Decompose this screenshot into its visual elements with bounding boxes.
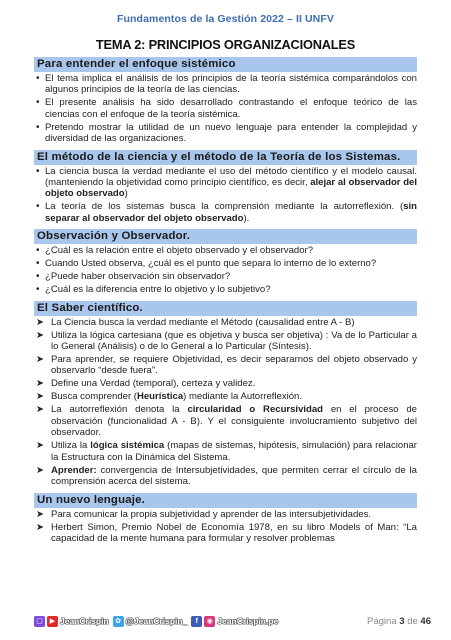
instagram-icon: ◉ (204, 616, 215, 627)
list-item: ➤ Para aprender, se requiere Objetividad, es decir separarnos del objeto observado y observarlo “desde fuera”. (36, 354, 417, 377)
bullet-list (34, 166, 417, 225)
social-facebook-instagram[interactable] (191, 616, 278, 627)
section-heading: Para entender el enfoque sistémico (34, 57, 417, 72)
page-footer (34, 613, 431, 629)
list-item: • La ciencia busca la verdad mediante el uso del método científico y el modelo causal. (manteniendo la objetividad como principio científico, es decir, alejar al observador del objeto observado) (34, 166, 417, 200)
list-item: • ¿Puede haber observación sin observador? (34, 271, 417, 282)
section-heading: Un nuevo lenguaje. (34, 493, 417, 508)
arrow-list (34, 509, 417, 545)
list-item: ➤ Define una Verdad (temporal), certeza y validez. (36, 378, 256, 390)
list-item: ➤ Herbert Simon, Premio Nobel de Economía 1978, en su libro Models of Man: “La capacidad de la mente humana para formular y resolver problemas (36, 521, 417, 544)
twitch-icon: ▢ (34, 616, 45, 627)
arrow-bullet-icon: ➤ (36, 316, 44, 328)
social-handle: JeanCrispin.pe (217, 616, 279, 626)
arrow-bullet-icon: ➤ (36, 329, 44, 341)
arrow-bullet-icon: ➤ (36, 521, 44, 533)
arrow-bullet-icon: ➤ (36, 404, 44, 416)
arrow-bullet-icon: ➤ (36, 378, 44, 390)
arrow-bullet-icon: ➤ (36, 508, 44, 520)
list-item: • El tema implica el análisis de los principios de la teoría sistémica comparándolos con algunos principios de la teoría de las ciencias. (34, 73, 417, 96)
arrow-bullet-icon: ➤ (36, 440, 44, 452)
list-item: ➤ La autorreflexión denota la circularidad o Recursividad en el proceso de observación (funcionalidad A - B). Y el consiguiente involucramiento subjetivo del observador. (36, 404, 417, 439)
page-number: Página 3 de 46 (367, 615, 431, 627)
section-observacion (34, 229, 417, 295)
social-handle: JeanCrispin (60, 616, 109, 626)
section-heading: El Saber científico. (34, 301, 417, 316)
social-twitter[interactable] (113, 616, 188, 627)
arrow-bullet-icon: ➤ (36, 354, 44, 366)
arrow-bullet-icon: ➤ (36, 464, 44, 476)
list-item: ➤ Utiliza la lógica cartesiana (que es objetiva y busca ser objetiva) : Va de lo Particular a lo General (Análisis) o de lo General a lo Particular (Síntesis). (36, 329, 417, 353)
list-item: • El presente análisis ha sido desarrollado contrastando el enfoque teórico de las ciencias con el enfoque de la teoría sistémica. (34, 97, 417, 120)
page-title: TEMA 2: PRINCIPIOS ORGANIZACIONALES (95, 37, 356, 52)
list-item: • ¿Cuál es la relación entre el objeto observado y el observador? (34, 245, 417, 256)
running-header: Fundamentos de la Gestión 2022 – II UNFV (117, 13, 334, 25)
section-heading: El método de la ciencia y el método de la Teoría de los Sistemas. (34, 150, 417, 165)
arrow-list (34, 317, 417, 488)
facebook-icon: f (191, 616, 202, 627)
list-item: ➤ La Ciencia busca la verdad mediante el Método (causalidad entre A - B) (36, 316, 355, 328)
social-handle: @JeanCrispin_ (125, 616, 188, 626)
list-item: ➤ Busca comprender (Heurística) mediante la Autorreflexión. (36, 391, 303, 403)
youtube-icon: ▶ (47, 616, 58, 627)
list-item: • ¿Cuál es la diferencia entre lo objetivo y lo subjetivo? (34, 284, 417, 295)
list-item: ➤ Utiliza la lógica sistémica (mapas de sistemas, hipótesis, simulación) para relacionar la Estructura con la Dinámica del Sistema. (36, 440, 417, 463)
social-twitch-youtube[interactable] (34, 616, 109, 627)
section-metodo-ciencia (34, 150, 417, 225)
section-nuevo-lenguaje (34, 493, 417, 545)
list-item: • La teoría de los sistemas busca la comprensión mediante la autorreflexión. (sin separar al observador del objeto observado). (34, 201, 417, 224)
bullet-list (34, 245, 417, 295)
arrow-bullet-icon: ➤ (36, 391, 44, 403)
list-item: ➤ Para comunicar la propia subjetividad y aprender de las intersubjetividades. (36, 508, 372, 520)
list-item: • Pretendo mostrar la utilidad de un nuevo lenguaje para entender la complejidad y diversidad de las organizaciones. (34, 122, 417, 145)
list-item: • Cuando Usted observa, ¿cuál es el punto que separa lo interno de lo externo? (34, 258, 417, 269)
list-item: ➤ Aprender: convergencia de Intersubjetividades, que permiten cerrar el círculo de la comprensión acerca del sistema. (36, 464, 417, 488)
section-heading: Observación y Observador. (34, 229, 417, 244)
bullet-list (34, 73, 417, 145)
section-saber-cientifico (34, 301, 417, 488)
section-enfoque-sistemico (34, 57, 417, 145)
twitter-icon: ✿ (113, 616, 124, 627)
